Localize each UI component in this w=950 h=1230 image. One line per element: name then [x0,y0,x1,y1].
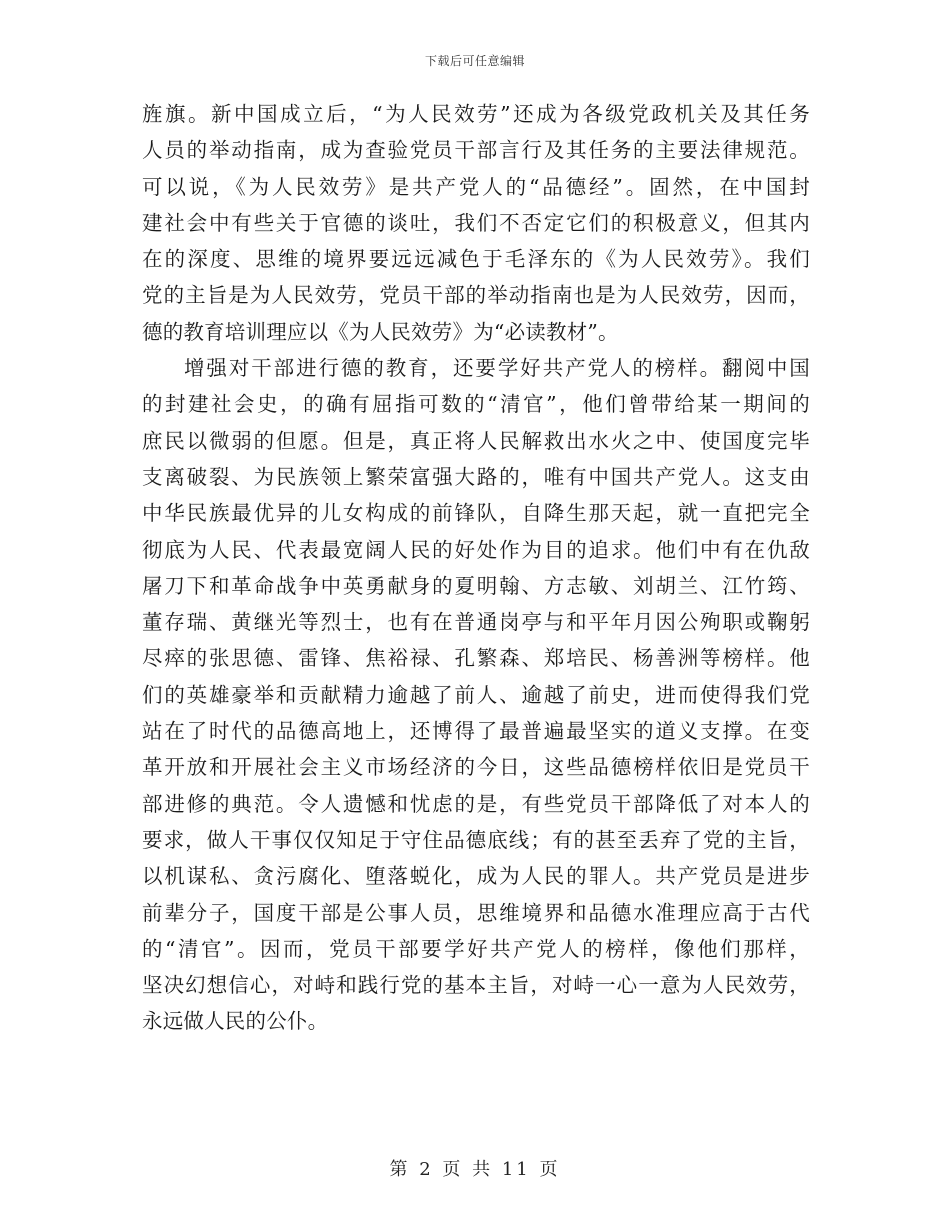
text-line: 旌旗。新中国成立后，“为人民效劳”还成为各级党政机关及其任务 [142,102,810,126]
text-line: 的封建社会史，的确有屈指可数的“清官”，他们曾带给某一期间的 [142,392,810,417]
document-body [142,96,810,1040]
text-line: 党的主旨是为人民效劳，党员干部的举动指南也是为人民效劳，因而， [142,283,810,308]
text-line: 的“清官”。因而，党员干部要学好共产党人的榜样，像他们那样， [142,936,810,961]
text-line: 站在了时代的品德高地上，还博得了最普遍最坚实的道义支撑。在变 [142,719,810,744]
text-line: 坚决幻想信心，对峙和践行党的基本主旨，对峙一心一意为人民效劳， [142,973,810,998]
text-line: 建社会中有些关于官德的谈吐，我们不否定它们的积极意义，但其内 [142,210,810,235]
page-footer: 第 2 页 共 11 页 [389,1159,561,1180]
text-line: 可以说，《为人民效劳》是共产党人的“品德经”。固然，在中国封 [142,174,810,199]
paragraph-2 [142,350,810,1040]
text-line: 中华民族最优异的儿女构成的前锋队，自降生那天起，就一直把完全 [142,501,810,526]
text-line: 要求，做人干事仅仅知足于守住品德底线；有的甚至丢弃了党的主旨， [142,827,810,852]
text-line: 屠刀下和革命战争中英勇献身的夏明翰、方志敏、刘胡兰、江竹筠、 [142,573,810,598]
paragraph-1 [142,96,810,350]
text-line: 人员的举动指南，成为查验党员干部言行及其任务的主要法律规范。 [142,138,810,163]
text-line: 永远做人民的公仆。 [142,1009,329,1034]
page-header: 下载后可任意编辑 [424,54,525,68]
text-line: 前辈分子，国度干部是公事人员，思维境界和品德水准理应高于古代 [142,900,810,925]
text-line: 董存瑞、黄继光等烈士，也有在普通岗亭与和平年月因公殉职或鞠躬 [142,610,810,635]
text-line: 支离破裂、为民族领上繁荣富强大路的，唯有中国共产党人。这支由 [142,464,810,489]
text-line: 以机谋私、贪污腐化、堕落蜕化，成为人民的罪人。共产党员是进步 [142,864,810,889]
text-line: 德的教育培训理应以《为人民效劳》为“必读教材”。 [142,319,619,344]
text-line: 彻底为人民、代表最宽阔人民的好处作为目的追求。他们中有在仇敌 [142,537,810,562]
text-line: 在的深度、思维的境界要远远减色于毛泽东的《为人民效劳》。我们 [142,247,810,272]
text-line: 增强对干部进行德的教育，还要学好共产党人的榜样。翻阅中国 [184,356,810,381]
text-line: 部进修的典范。令人遗憾和忧虑的是，有些党员干部降低了对本人的 [142,791,810,816]
text-line: 革开放和开展社会主义市场经济的今日，这些品德榜样依旧是党员干 [142,755,810,780]
text-line: 庶民以微弱的但愿。但是，真正将人民解救出水火之中、使国度完毕 [142,428,810,453]
text-line: 尽瘁的张思德、雷锋、焦裕禄、孔繁森、郑培民、杨善洲等榜样。他 [142,646,810,671]
text-line: 们的英雄豪举和贡献精力逾越了前人、逾越了前史，进而使得我们党 [142,682,810,707]
